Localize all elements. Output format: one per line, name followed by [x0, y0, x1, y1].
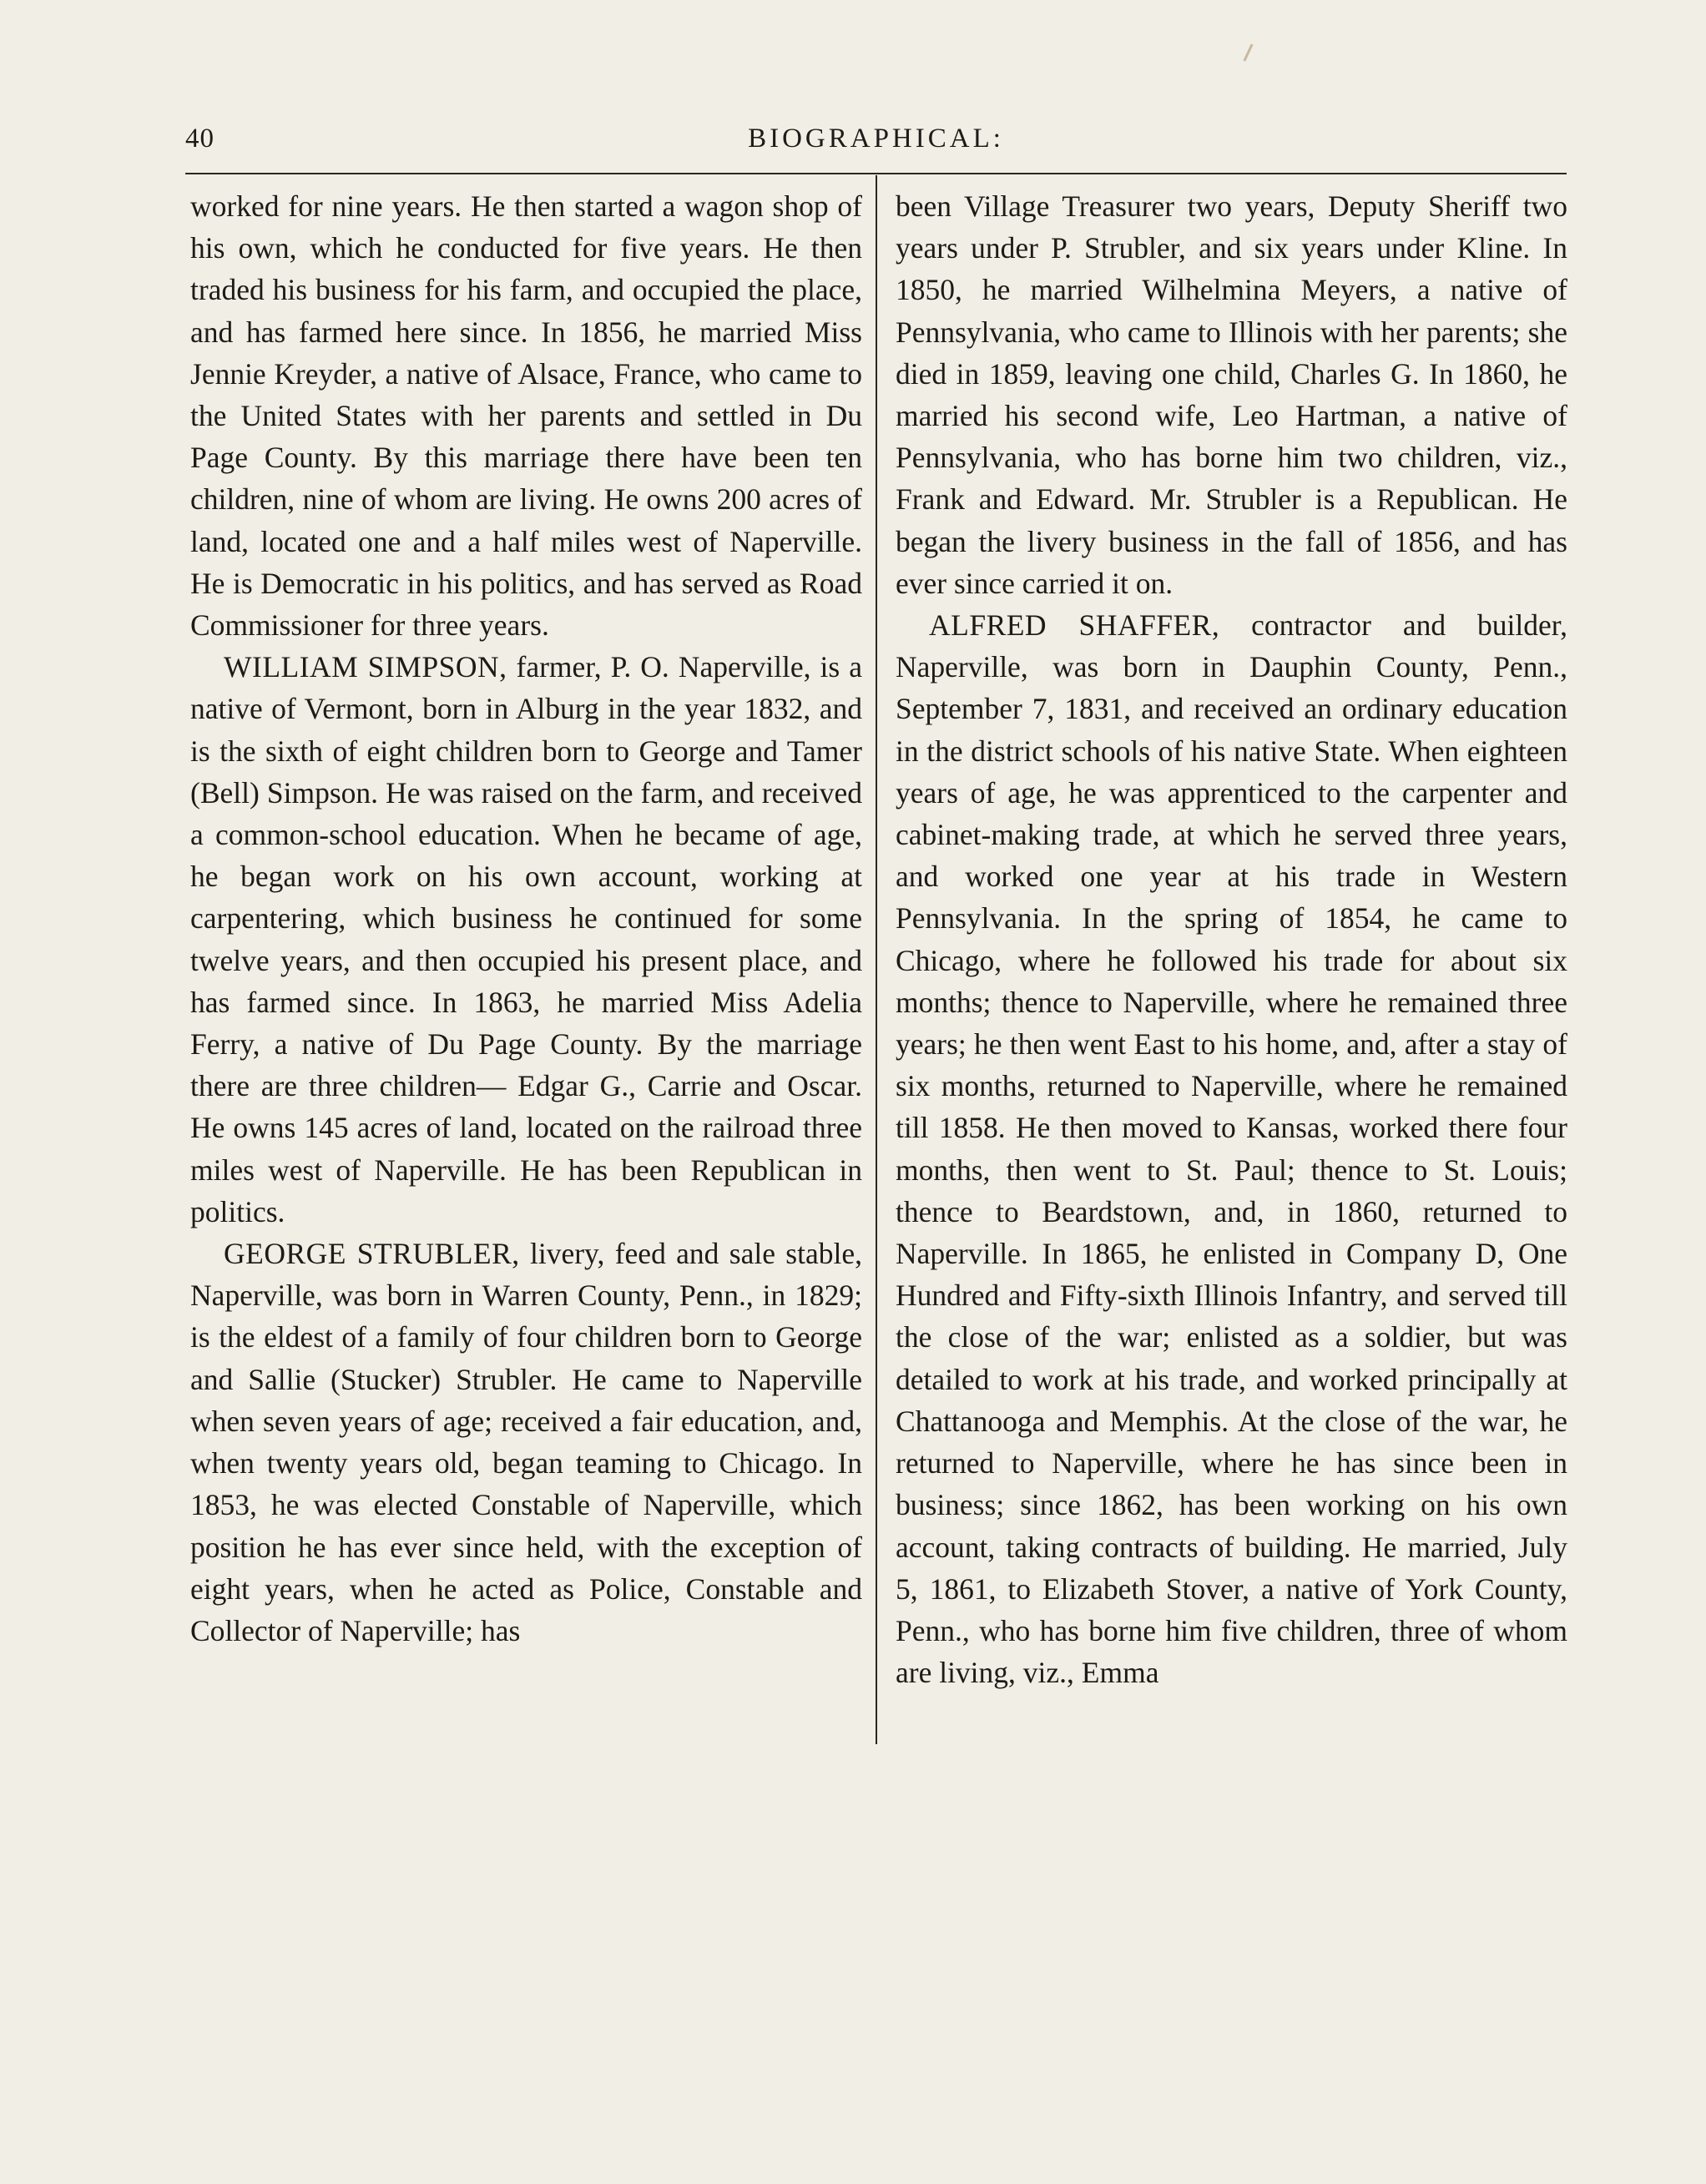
stray-pencil-mark [1243, 43, 1253, 61]
entry-text: farmer, P. O. Naperville, is a native of Vermont, born in Alburg in the year 1832, and is the sixth of eight children born to George and Tamer (Bell) Simpson. He was raised on the farm, and received a common-school education. When he became of age, he began work on his own account, working at carpentering, which business he continued for some twelve years, and then occupied his present place, and has farmed since. In 1863, he married Miss Adelia Ferry, a native of Du Page County. By the marriage there are three children— Edgar G., Carrie and Oscar. He owns 145 acres of land, located on the railroad three miles west of Naperville. He has been Republican in politics. [190, 650, 862, 1228]
entry-name: GEORGE STRUBLER, [224, 1237, 520, 1271]
entry-name: ALFRED SHAFFER, [929, 608, 1220, 643]
paragraph-continued: been Village Treasurer two years, Deputy Sheriff two years under P. Strubler, and six years under Kline. In 1850, he married Wilhelmina Meyers, a native of Pennsylvania, who came to Illinois with her parents; she died in 1859, leaving one child, Charles G. In 1860, he married his second wife, Leo Hartman, a native of Pennsylvania, who has borne him two children, viz., Frank and Edward. Mr. Strubler is a Republican. He began the livery business in the fall of 1856, and has ever since carried it on. [896, 189, 1567, 600]
entry-william-simpson [190, 646, 862, 1233]
entry-name: WILLIAM SIMPSON, [224, 650, 507, 684]
page-number: 40 [185, 124, 215, 154]
page-header [185, 124, 1567, 174]
entry-alfred-shaffer [896, 604, 1567, 1693]
entry-text: livery, feed and sale stable, Naperville, was born in Warren County, Penn., in 1829; is the eldest of a family of four children born to George and Sallie (Stucker) Strubler. He came to Naperville when seven years of age; received a fair education, and, when twenty years old, began teaming to Chicago. In 1853, he was elected Constable of Naperville, which position he has ever since held, with the exception of eight years, when he acted as Police, Constable and Collector of Naperville; has [190, 1237, 862, 1647]
left-column [190, 185, 862, 1652]
right-column [896, 185, 1567, 1693]
header-rule [185, 173, 1567, 174]
entry-george-strubler [190, 1233, 862, 1652]
column-divider [876, 175, 877, 1744]
paragraph-continued: worked for nine years. He then started a wagon shop of his own, which he conducted for five years. He then traded his business for his farm, and occupied the place, and has farmed here since. In 1856, he married Miss Jennie Kreyder, a native of Alsace, France, who came to the United States with her parents and settled in Du Page County. By this marriage there have been ten children, nine of whom are living. He owns 200 acres of land, located one and a half miles west of Naperville. He is Democratic in his politics, and has served as Road Commissioner for three years. [190, 189, 862, 643]
running-head: BIOGRAPHICAL: [748, 124, 1004, 154]
entry-text: contractor and builder, Naperville, was born in Dauphin County, Penn., September 7, 1831, and received an ordinary education in the district schools of his native State. When eighteen years of age, he was apprenticed to the carpenter and cabinet-making trade, at which he served three years, and worked one year at his trade in Western Pennsylvania. In the spring of 1854, he came to Chicago, where he followed his trade for about six months; thence to Naperville, where he remained three years; he then went East to his home, and, after a stay of six months, returned to Naperville, where he remained till 1858. He then moved to Kansas, worked there four months, then went to St. Paul; thence to St. Louis; thence to Beardstown, and, in 1860, returned to Naperville. In 1865, he enlisted in Company D, One Hundred and Fifty-sixth Illinois Infantry, and served till the close of the war; enlisted as a soldier, but was detailed to work at his trade, and worked principally at Chattanooga and Memphis. At the close of the war, he returned to Naperville, where he has since been in business; since 1862, has been working on his own account, taking contracts of building. He married, July 5, 1861, to Elizabeth Stover, a native of York County, Penn., who has borne him five children, three of whom are living, viz., Emma [896, 608, 1568, 1690]
